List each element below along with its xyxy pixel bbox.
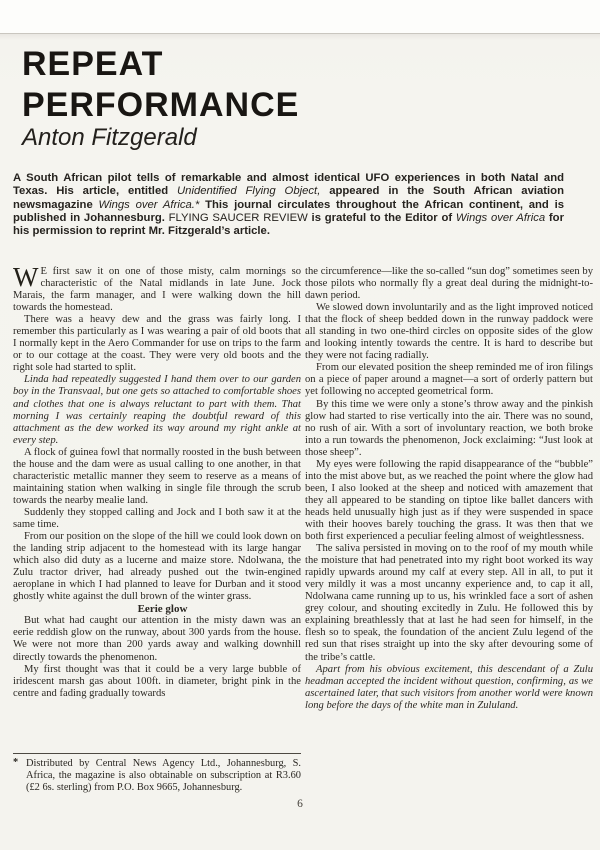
footnote-asterisk: *	[13, 757, 19, 768]
article-title-line2: PERFORMANCE	[22, 86, 300, 124]
footnote-body	[13, 758, 301, 794]
page-number: 6	[297, 798, 303, 810]
drop-cap: W	[13, 262, 39, 292]
intro-segment: This journal circulates throughout the African continent, and is published in Johannesburg.	[13, 198, 564, 224]
left-column	[13, 262, 301, 700]
paragraph: My eyes were following the rapid disappearance of the “bubble” into the mist above but, as we reached the point where the glow had been, I also looked at the sheep and noticed with amazement that they all appeared to be standing on tiptoe like ballet dancers with heads held unusually high just as if they were suspended in space with their hooves barely touching the grass. It was then that we both first experienced a peculiar feeling almost of weightlessness.	[305, 458, 593, 543]
article-title-line1: REPEAT	[22, 45, 164, 83]
section-heading-eerie-glow: Eerie glow	[137, 603, 188, 616]
paragraph: We slowed down involuntarily and as the light improved noticed that the flock of sheep bedded down in the runway paddock were all standing in two one-third circles on opposite sides of the glow and looking intently towards the centre. It is hard to describe but they were not facing radially.	[305, 302, 593, 362]
paragraph: From our elevated position the sheep reminded me of iron filings on a piece of paper around a magnet—a sort of orderly pattern but yet following no accepted geometrical form.	[305, 362, 593, 398]
paragraph: A flock of guinea fowl that normally roosted in the bush between the house and the dam were as usual calling to one another, in that characteristic metallic manner they seem to reserve as a means of maintaining station when walking in single file through the scrub towards the nearby mealie land.	[13, 446, 301, 506]
paragraph: There was a heavy dew and the grass was fairly long. I remember this particularly as I was wearing a pair of old boots that I normally kept in the Aero Commander for use on trips to the farm or to our cottage at the coast. They were very old boots and the right sole had started to split.	[13, 314, 301, 374]
intro-segment-article-name: Unidentified Flying Object,	[177, 185, 321, 198]
paragraph-opening	[13, 262, 301, 314]
paragraph-italic-closing: Apart from his obvious excitement, this descendant of a Zulu headman accepted the incident without question, confirming, as we ascertained later, that such visitors from another world were known long before the days of the white man in Zululand.	[305, 663, 593, 711]
intro-segment: appeared in the South African aviation newsmagazine	[13, 185, 564, 211]
footnote-text: Distributed by Central News Agency Ltd., Johannesburg, S. Africa, the magazine is also obtainable on subscription at R3.60 (£2 6s. sterling) from P.O. Box 9665, Johannesburg.	[26, 758, 301, 793]
right-column	[305, 266, 593, 712]
paragraph: My first thought was that it could be a very large bubble of iridescent marsh gas about 100ft. in diameter, bright pink in the centre and fading gradually towards	[13, 663, 301, 699]
paragraph: But what had caught our attention in the misty dawn was an eerie reddish glow on the runway, about 300 yards from the house. We were not more than 200 yards away and walking downhill directly towards the phenomenon.	[13, 615, 301, 663]
paragraph-continuation: the circumference—like the so-called “sun dog” sometimes seen by those pilots who normally fly a great deal during the midnight-to-dawn period.	[305, 266, 593, 302]
author-name: Anton Fitzgerald	[22, 124, 197, 151]
footnote	[13, 753, 301, 794]
intro-segment: is grateful to the Editor of	[307, 211, 456, 224]
paragraph: From our position on the slope of the hill we could look down on the landing strip adjacent to the homestead with its large hangar which also did duty as a lucerne and maize store. Ndolwana, the Zulu tractor driver, had already pushed out the twin-engined aeroplane in which I had planned to leave for Durban and it stood ghostly white against the dull brown of the winter grass.	[13, 531, 301, 603]
paragraph-opening-text: E first saw it on one of those misty, calm mornings so characteristic of the Natal midlands in late June. Jock Marais, the farm manager, and I were walking down the hill towards the homestead.	[13, 266, 301, 314]
intro-segment: A South African pilot tells of remarkable and almost identical UFO experiences in both Natal and Texas. His article, entitled	[13, 172, 564, 198]
paragraph: The saliva persisted in moving on to the roof of my mouth while the moisture that had penetrated into my right boot worked its way rapidly upwards around my calf at every step. All in all, to put it very mildly it was a most uncanny experience and, to cap it all, Ndolwana came running up to us, his wrinkled face a sort of ashen grey colour, and shouting excitedly in Zulu. He followed this by explaining breathlessly that at last he had seen for himself, in the flesh so to speak, the foundation of the ancient Zulu legend of the red sun that rises straight up into the sky after devouring some of the tribe’s cattle.	[305, 543, 593, 663]
intro-segment: for his permission to reprint Mr. Fitzgerald’s article.	[13, 211, 564, 238]
intro-segment-magazine-name: Wings over Africa.*	[98, 198, 200, 211]
footnote-rule	[13, 753, 301, 754]
intro-segment-magazine-name: Wings over Africa	[455, 211, 546, 224]
paragraph-italic: Linda had repeatedly suggested I hand them over to our garden boy in the Transvaal, but one gets so attached to comfortable shoes and clothes that one is always reluctant to part with them. That morning I was certainly reaping the doubtful reward of this attachment as the dew worked its way around my right ankle at every step.	[13, 374, 301, 446]
paragraph: By this time we were only a stone’s throw away and the pinkish glow had started to rise vertically into the air. There was no sound, no rush of air. With a sort of involuntary reaction, we both broke into a run towards the phenomenon, Jock exclaiming: “Just look at those sheep”.	[305, 398, 593, 458]
article-title	[22, 44, 299, 126]
paragraph: Suddenly they stopped calling and Jock and I both saw it at the same time.	[13, 506, 301, 530]
intro-summary-paragraph	[13, 172, 564, 238]
intro-segment-review-name: FLYING SAUCER REVIEW	[168, 211, 308, 224]
